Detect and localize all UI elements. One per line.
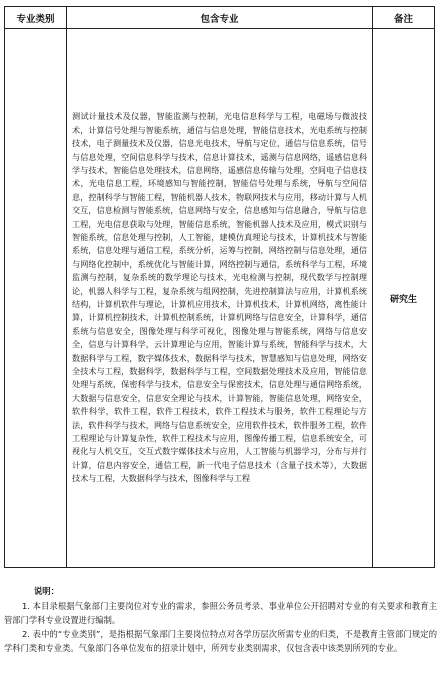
category-cell (5, 29, 67, 568)
table-header-row (5, 7, 435, 29)
notes-section (4, 584, 437, 655)
header-remark: 备注 (373, 7, 435, 29)
header-category: 专业类别 (5, 7, 67, 29)
notes-title: 说明： (34, 586, 59, 596)
remark-cell: 研究生 (373, 29, 435, 568)
table-row (5, 29, 435, 568)
note-item-1: 1. 本目录根据气象部门主要岗位对专业的需求，参照公务员考录、事业单位公开招聘对专业的有关要求和教育主管部门学科专业设置进行编制。 (4, 601, 437, 625)
major-list-cell: 测试计量技术及仪器，智能监测与控制，光电信息科学与工程，电磁场与微波技术，计算信号处理与智能系统，通信与信息处理，智能信息技术，光电系统与控制技术，电子测量技术及仪器，信息光电技术，导航与定位，通信与信息系统，信号与信息处理，空间信息科学与技术，信息计算技术，遥测与信息网络，遥感信息科学与技术，智能信息处理技术，信息网络，遥感信息传输与处理，空间电子信息技术，光电信息工程，环境感知与智能控制，智能信号处理与系统，导航与空间信息，控制科学与智能工程，智能机器人技术，物联网技术与应用，移动计算与人机交互，信息检测与智能系统，信息网络与安全，信息感知与信息融合，导航与信息工程，光电信息获取与处理，智能信息系统，智能机器人技术及应用，模式识别与智能系统，信息处理与控制，人工智能，建模仿真理论与技术，计算机技术与智能系统，信息处理与通信工程，系统分析，运筹与控制，网络控制与信息处理，通信与网络化控制中，系统优化与智能计算，网络控制与通信，系统科学与工程，环境监测与控制，复杂系统的数学理论与技术，光电检测与控制，现代数学与控制理论，机器人科学与工程，复杂系统与组网控制，先进控制算法与应用，计算机系统结构，计算机软件与理论，计算机应用技术，计算机技术，计算机网络，离性能计算，计算机控制技术，计算机控制系统，计算机网络与信息安全，计算科学，通信系统与信息安全，图像处理与科学可视化，图像处理与智能系统，网络与信息安全，信息与计算科学，云计算理论与应用，智能计算与系统，智能科学与技术，大数据科学与工程，数字媒体技术，数据科学与技术，智慧感知与信息处理，网络安全技术与工程，数据科学，数据科学与工程，空间数据处理技术及应用，智能信息处理与系统，保密科学与技术，信息安全与保密技术，信息处理与通信网络系统，大数据与信息安全，信息安全理论与技术，计算智能，智能信息处理，网络安全，软件科学，软件工程，软件工程技术，软件工程技术与服务，软件工程理论与方法，软件科学与技术，网络与信息系统安全，应用软件技术，软件服务工程，软件工程理论与计算复杂性，软件工程技术与应用，图像传播工程，信息系统安全，可视化与人机交互，交互式数字媒体技术与应用，人工智能与机器学习，分布与并行计算，信息内容安全，通信工程，新一代电子信息技术（含量子技术等），大数据技术与工程，大数据科学与技术，图像科学与工程 (67, 29, 373, 568)
note-item-2: 2. 表中的“专业类别”，是指根据气象部门主要岗位特点对各学历层次所需专业的归类，不是教育主管部门规定的学科门类和专业类。气象部门各单位发布的招录计划中，所列专业类别需求，仅包含表中该类别所列的专业。 (4, 629, 437, 653)
header-content: 包含专业 (67, 7, 373, 29)
major-catalog-table (4, 6, 435, 568)
